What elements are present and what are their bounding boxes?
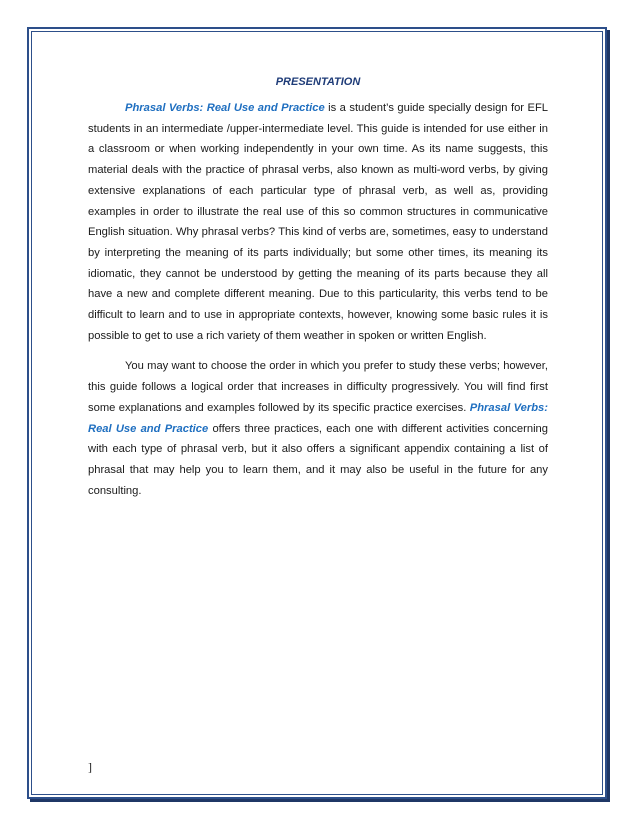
paragraph-2 xyxy=(88,356,548,501)
document-heading: PRESENTATION xyxy=(275,76,361,88)
page-number: ] xyxy=(88,760,92,774)
book-title-reference: Phrasal Verbs: Real Use and Practice xyxy=(125,102,325,114)
paragraph-1-text: is a student’s guide specially design for EFL students in an intermediate /upper-intermediate level. This guide is intended for use either in a classroom or when working independently in your own time. As its name suggests, this material deals with the practice of phrasal verbs, also known as multi-word verbs, by giving extensive explanations of each particular type of phrasal verb, as well as, providing examples in order to illustrate the real use of this so common structures in communicative English situation. Why phrasal verbs? This kind of verbs are, sometimes, easy to understand by interpreting the meaning of its parts individually; but some other times, its meaning its idiomatic, they cannot be understood by getting the meaning of its parts because they all have a new and complete different meaning. Due to this particularity, this verbs tend to be difficult to learn and to use in appropriate contexts, however, knowing some basic rules it is possible to get to use a rich variety of them weather in spoken or written English. xyxy=(88,102,549,342)
paragraph-2-text-start: You may want to choose the order in which you prefer to study these verbs; however, this guide follows a logical order that increases in difficulty progressively. You will find first some explanations and examples followed by its specific practice exercises. xyxy=(88,360,548,414)
book-title-reference-2: Phrasal Verbs: Real Use and Practice xyxy=(88,401,548,435)
document-body xyxy=(88,74,548,511)
paragraph-1 xyxy=(88,98,548,346)
paragraph-2-text-end: offers three practices, each one with different activities concerning with each type of phrasal verb, but it also offers a significant appendix containing a list of phrasal that may help you to learn them, and it may also be useful in the future for any consulting. xyxy=(88,422,549,497)
